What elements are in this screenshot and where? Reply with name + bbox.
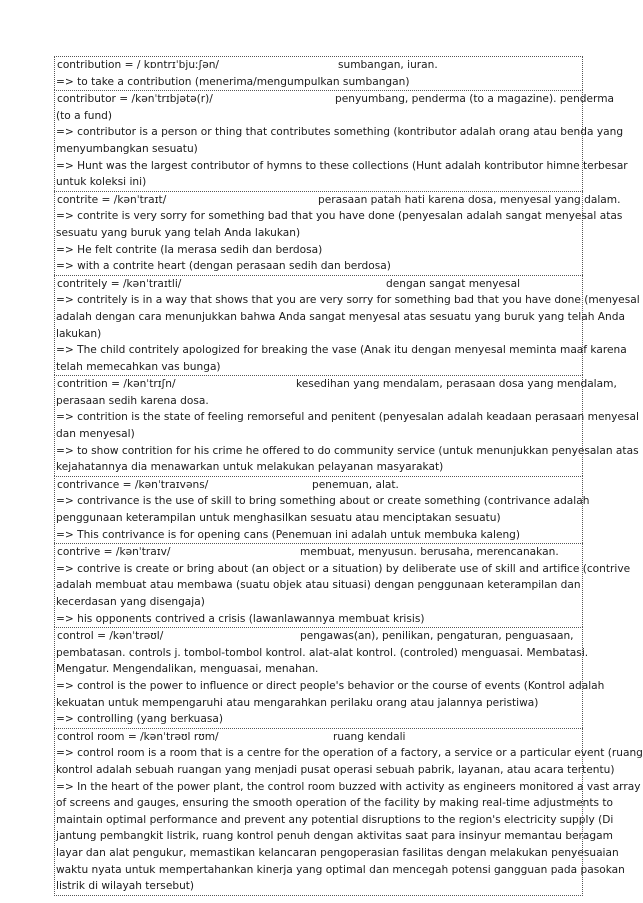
- entry-text-line: lakukan): [56, 327, 102, 340]
- entry-text-line: layar dan alat pengukur, memastikan kelancaran pengoperasian fasilitas dengan melakukan penyesuaian: [56, 846, 619, 859]
- entry-headline: [56, 57, 582, 74]
- entry-text-line: of screens and gauges, ensuring the smooth operation of the facility by making real-time adjustments to: [56, 797, 614, 810]
- dictionary-entry: [54, 375, 639, 476]
- dictionary-entry: [54, 275, 640, 376]
- entry-headline: [56, 477, 582, 494]
- entry-headline: [56, 628, 582, 645]
- entry-headline: [56, 729, 582, 746]
- entry-term: contrite = /kənˈtraɪt/: [57, 193, 167, 206]
- entry-text-line: adalah membuat atau membawa (suatu objek atau situasi) dengan penggunaan keterampilan dan: [56, 579, 581, 592]
- entry-text-line: => contributor is a person or thing that contributes something (kontributor adalah orang atau benda yang: [56, 126, 624, 139]
- entry-text-line: dan menyesal): [56, 428, 135, 441]
- entry-meaning: perasaan patah hati karena dosa, menyesal yang dalam.: [318, 193, 621, 206]
- entry-text-line: maintain optimal performance and prevent any potential disruptions to the region's electricity supply (Di: [56, 813, 614, 826]
- entry-text-line: menyumbangkan sesuatu): [56, 142, 198, 155]
- entry-text-line: => to show contrition for his crime he offered to do community service (untuk menunjukkan penyesalan atas: [56, 444, 639, 457]
- entry-text-line: => He felt contrite (Ia merasa sedih dan berdosa): [56, 243, 323, 256]
- entry-meaning: penemuan, alat.: [312, 478, 399, 491]
- dictionary-entry: [54, 90, 628, 191]
- entry-headline: [56, 544, 582, 561]
- entry-text-line: perasaan sedih karena dosa.: [56, 394, 209, 407]
- entry-text-line: penggunaan keterampilan untuk menghasilkan sesuatu atau menciptakan sesuatu): [56, 512, 501, 525]
- entry-text-line: => control is the power to influence or direct people's behavior or the course of events (Kontrol adalah: [56, 679, 605, 692]
- entry-text-line: listrik di wilayah tersebut): [56, 880, 195, 893]
- entry-text-line: => his opponents contrived a crisis (lawanlawannya membuat krisis): [56, 612, 425, 625]
- entry-term: contributor = /kənˈtrɪbjətə(r)/: [57, 93, 213, 106]
- dictionary-entry: [54, 543, 631, 627]
- entry-text-line: kekuatan untuk mempengaruhi atau mengarahkan perilaku orang atau jalannya peristiwa): [56, 696, 539, 709]
- entry-text-line: adalah dengan cara menunjukkan bahwa Anda sangat menyesal atas sesuatu yang buruk yang telah Anda: [56, 310, 625, 323]
- entry-term: contribution = / kɒntrɪˈbjuːʃən/: [57, 59, 219, 71]
- entry-meaning: ruang kendali: [333, 730, 406, 743]
- entry-text-line: untuk koleksi ini): [56, 176, 147, 189]
- entry-term: control room = /kənˈtrəʊl rʊm/: [57, 730, 219, 743]
- entry-text-line: => contrite is very sorry for something bad that you have done (penyesalan adalah sangat menyesal atas: [56, 210, 623, 223]
- entry-term: control = /kənˈtrəʊl/: [57, 630, 164, 643]
- entry-meaning: membuat, menyusun. berusaha, merencanakan.: [300, 546, 559, 559]
- dictionary-entry: [54, 191, 623, 275]
- entry-text-line: => with a contrite heart (dengan perasaan sedih dan berdosa): [56, 260, 391, 273]
- entry-text-line: waktu nyata untuk mempertahankan kinerja yang optimal dan mencegah potensi gangguan pada pasokan: [56, 863, 625, 876]
- entry-text-line: kecerdasan yang disengaja): [56, 596, 205, 608]
- dictionary-entry: [54, 728, 643, 896]
- entry-text-line: => contritely is in a way that shows that you are very sorry for something bad that you have done (menyesal: [56, 294, 640, 307]
- dictionary-entry: [54, 56, 583, 90]
- entry-meaning: penyumbang, penderma (to a magazine). penderma: [335, 93, 615, 106]
- entry-text-line: jantung pembangkit listrik, ruang kontrol penuh dengan aktivitas saat para insinyur memantau beragam: [56, 830, 613, 843]
- entry-headline: [56, 376, 617, 393]
- entry-text-line: kejahatannya dia menawarkan untuk melakukan pelayanan masyarakat): [56, 461, 444, 474]
- entry-term: contritely = /kənˈtraɪtli/: [57, 277, 182, 290]
- entry-term: contrivance = /kənˈtraɪvəns/: [57, 478, 209, 491]
- entry-headline: [56, 91, 615, 108]
- entry-headline: [56, 192, 621, 209]
- entry-meaning: dengan sangat menyesal: [386, 277, 521, 290]
- entry-text-line: => Hunt was the largest contributor of hymns to these collections (Hunt adalah kontributor himne terbesar: [56, 159, 628, 172]
- entry-text-line: pembatasan. controls j. tombol-tombol kontrol. alat-alat kontrol. (controled) menguasai. Membatasi.: [56, 646, 589, 659]
- entry-text-line: => contrivance is the use of skill to bring something about or create something (contrivance adalah: [56, 495, 590, 508]
- entry-text-line: => contrive is create or bring about (an object or a situation) by deliberate use of skill and artifice (contrive: [56, 562, 631, 575]
- entry-text-line: telah memecahkan vas bunga): [56, 360, 221, 373]
- dictionary-entry: [54, 476, 590, 543]
- entry-text-line: => to take a contribution (menerima/mengumpulkan sumbangan): [56, 75, 410, 88]
- dictionary-page: [54, 56, 643, 896]
- entry-meaning: pengawas(an), penilikan, pengaturan, penguasaan,: [300, 630, 574, 643]
- entry-text-line: => control room is a room that is a centre for the operation of a factory, a service or a particular event (ruang: [56, 747, 643, 760]
- entry-list: [54, 56, 643, 896]
- entry-text-line: sesuatu yang buruk yang telah Anda lakukan): [56, 226, 301, 239]
- entry-meaning: kesedihan yang mendalam, perasaan dosa yang mendalam,: [296, 378, 617, 391]
- entry-meaning: sumbangan, iuran.: [338, 59, 438, 71]
- entry-text-line: Mengatur. Mengendalikan, menguasai, menahan.: [56, 663, 319, 676]
- entry-text-line: => contrition is the state of feeling remorseful and penitent (penyesalan adalah keadaan perasaan menyesal: [56, 411, 639, 424]
- entry-text-line: => This contrivance is for opening cans (Penemuan ini adalah untuk membuka kaleng): [56, 528, 521, 541]
- entry-text-line: => The child contritely apologized for breaking the vase (Anak itu dengan menyesal meminta maaf karena: [56, 344, 627, 357]
- entry-text-line: kontrol adalah sebuah ruangan yang menjadi pusat operasi sebuah pabrik, layanan, atau acara tertentu): [56, 763, 615, 776]
- dictionary-entry: [54, 627, 605, 728]
- entry-text-line: => In the heart of the power plant, the control room buzzed with activity as engineers monitored a vast array: [56, 780, 641, 793]
- entry-headline: [56, 276, 582, 293]
- entry-term: contrition = /kənˈtrɪʃn/: [57, 378, 176, 391]
- entry-text-line: (to a fund): [56, 109, 113, 122]
- entry-text-line: => controlling (yang berkuasa): [56, 713, 223, 726]
- entry-term: contrive = /kənˈtraɪv/: [57, 546, 171, 559]
